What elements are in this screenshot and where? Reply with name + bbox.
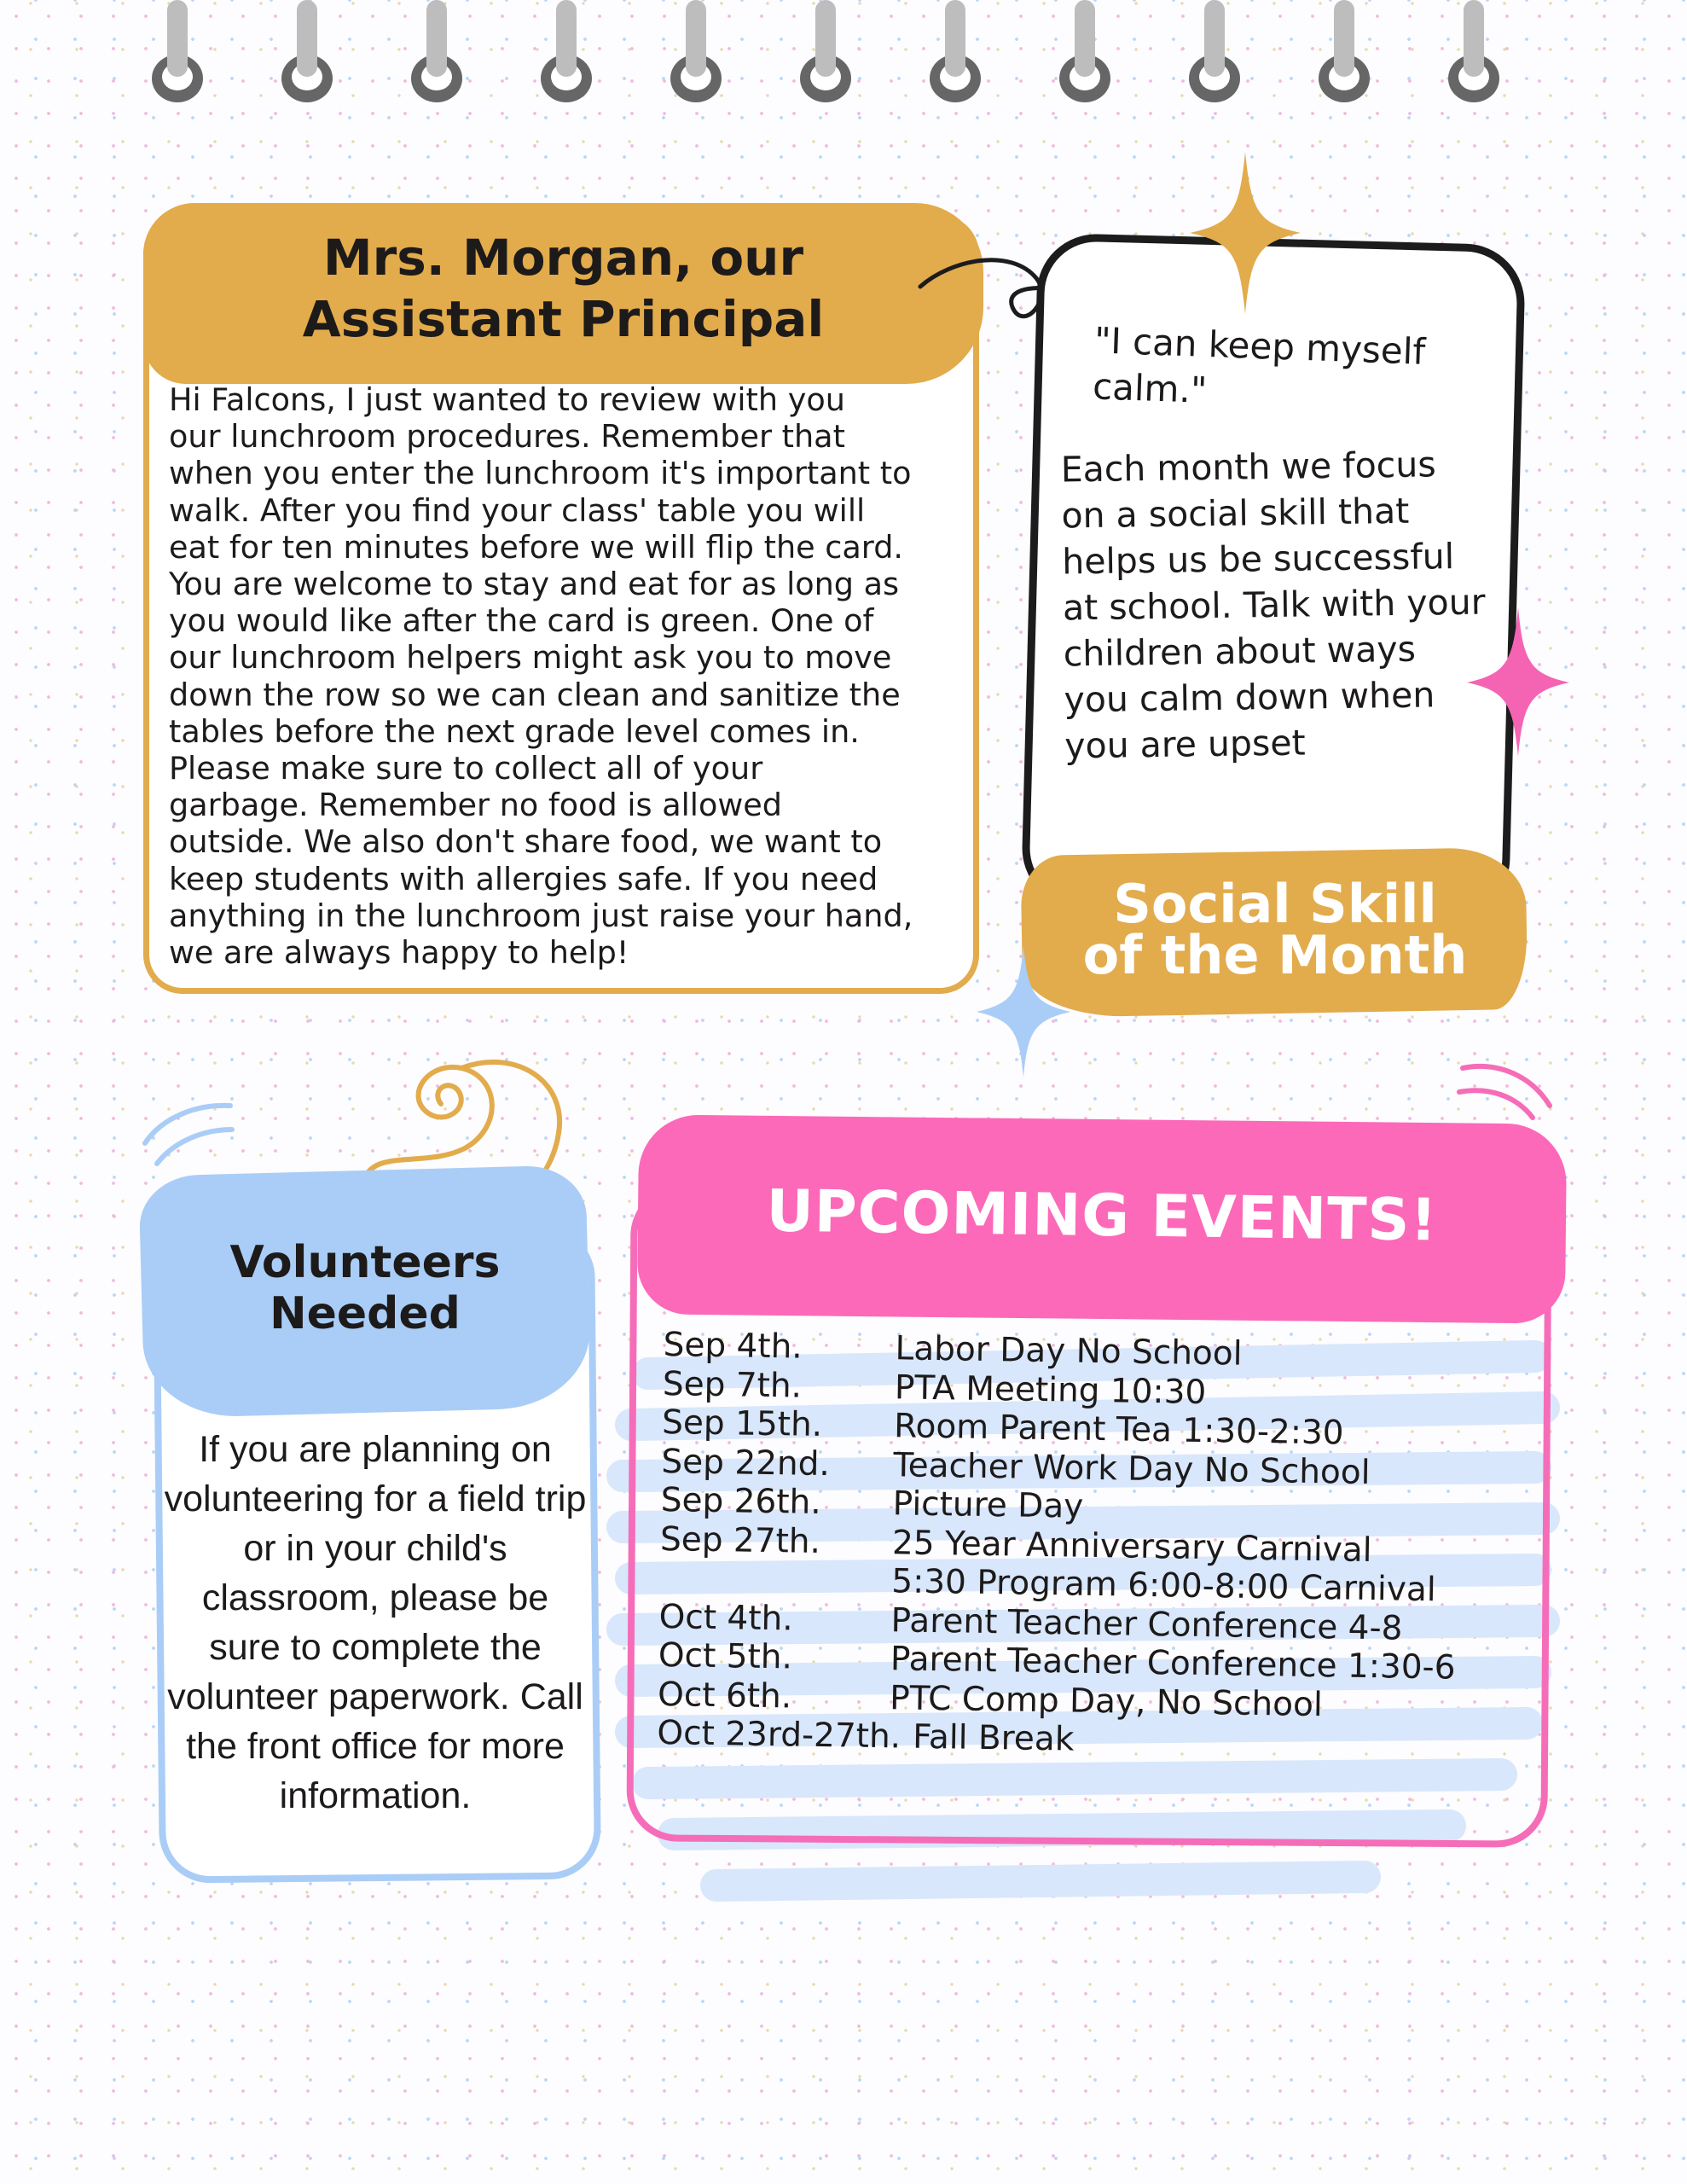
event-date: Oct 23rd-27th. (657, 1714, 901, 1757)
event-date: Sep 4th. (663, 1326, 803, 1367)
spiral-ring-icon (541, 0, 592, 102)
social-skill-banner-title (1023, 873, 1527, 986)
event-date: Sep 7th. (662, 1364, 803, 1406)
banner-line2: of the Month (1082, 924, 1468, 986)
pink-sparkle-icon (1467, 607, 1569, 757)
social-skill-quote: "I can keep myself calm." (1092, 319, 1427, 411)
event-date: Oct 4th. (658, 1597, 794, 1639)
motion-lines-icon (1454, 1058, 1557, 1126)
spiral-ring-icon (1189, 0, 1240, 102)
spiral-ring-icon (1448, 0, 1499, 102)
event-description: Fall Break (912, 1717, 1075, 1759)
event-date: Oct 6th. (657, 1675, 792, 1716)
event-date: Oct 5th. (658, 1636, 793, 1677)
event-description: Labor Day No School (895, 1329, 1243, 1374)
spiral-ring-icon (1319, 0, 1370, 102)
gold-sparkle-icon (1190, 152, 1301, 314)
volunteers-message: If you are planning on volunteering for a field trip or in your child's classroom, please be sure to complete the volunteer paperwork. Call the front office for more information. (164, 1429, 587, 1816)
volunteers-title (142, 1237, 588, 1339)
principal-title (143, 227, 983, 350)
spiral-ring-icon (800, 0, 851, 102)
event-date (659, 1578, 891, 1582)
event-description: Room Parent Tea 1:30-2:30 (893, 1407, 1344, 1453)
principal-message: Hi Falcons, I just wanted to review with you our lunchroom procedures. Remember that when you enter the lunchroom it's important to walk. After you find your class' table you will eat for ten minutes before we will flip the card. You are welcome to stay and eat for as long as you would like after the card is green. One of our lunchroom helpers might ask you to move down the row so we can clean and sanitize the tables before the next grade level comes in. Please make sure to collect all of your garbage. Remember no food is allowed outside. We also don't share food, we want to keep students with allergies safe. If you need anything in the lunchroom just raise your hand, we are always happy to help! (169, 381, 913, 972)
spiral-ring-icon (281, 0, 333, 102)
event-date: Sep 22nd. (661, 1442, 831, 1484)
events-title: UPCOMING EVENTS! (766, 1177, 1438, 1255)
blue-sparkle-icon (977, 945, 1070, 1077)
event-description: PTC Comp Day, No School (889, 1678, 1324, 1724)
spiral-ring-icon (670, 0, 722, 102)
banner-line1: Social Skill (1113, 873, 1437, 935)
volunteers-title-line1: Volunteers (229, 1237, 501, 1288)
events-list (657, 1326, 1525, 1766)
principal-title-line2: Assistant Principal (302, 290, 825, 348)
event-description: Parent Teacher Conference 4-8 (890, 1600, 1403, 1648)
event-description: 5:30 Program 6:00-8:00 Carnival (890, 1562, 1437, 1610)
spiral-ring-icon (411, 0, 462, 102)
principal-title-line1: Mrs. Morgan, our (322, 229, 804, 287)
spiral-ring-icon (152, 0, 203, 102)
spiral-ring-icon (930, 0, 981, 102)
spiral-binding (0, 0, 1687, 119)
event-date: Sep 26th. (660, 1481, 822, 1523)
event-description: 25 Year Anniversary Carnival (891, 1523, 1372, 1570)
volunteers-title-line2: Needed (270, 1288, 461, 1339)
event-date: Sep 15th. (661, 1403, 823, 1445)
event-date: Sep 27th. (659, 1519, 821, 1561)
event-description: PTA Meeting 10:30 (894, 1368, 1207, 1412)
event-description: Teacher Work Day No School (893, 1446, 1371, 1492)
spiral-ring-icon (1059, 0, 1110, 102)
event-description: Parent Teacher Conference 1:30-6 (890, 1640, 1456, 1687)
event-description: Picture Day (892, 1484, 1084, 1527)
motion-lines-icon (136, 1092, 239, 1169)
social-skill-description: Each month we focus on a social skill that helps us be successful at school. Talk with your children about ways you calm down when you are upset (1060, 444, 1486, 767)
